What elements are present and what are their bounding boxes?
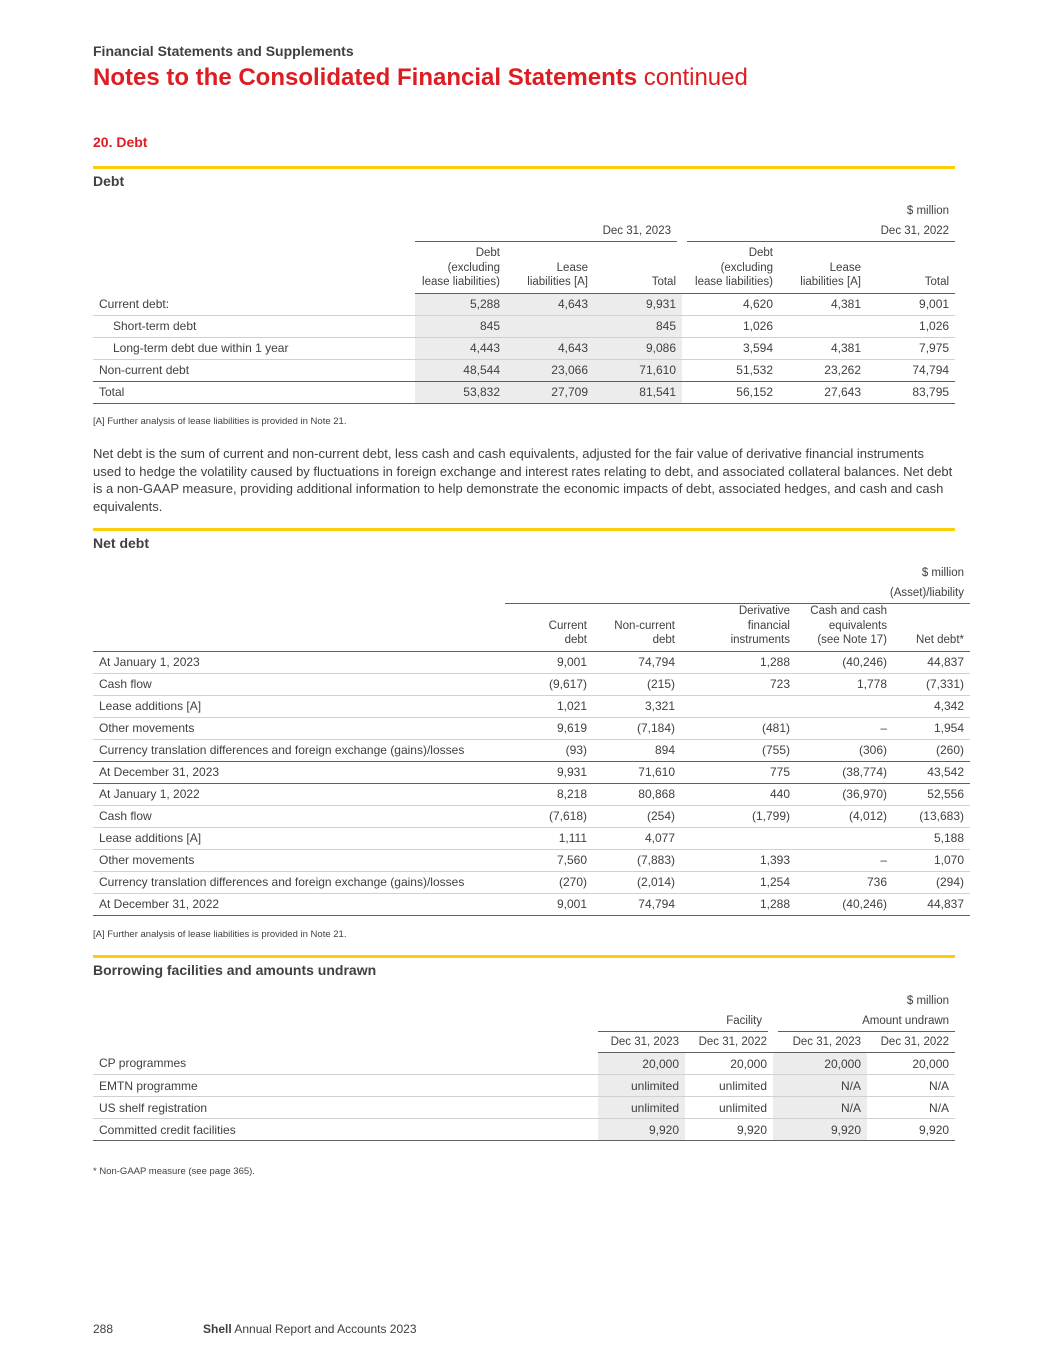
table-cell: 1,254 (681, 871, 796, 893)
table-cell: 9,931 (505, 761, 593, 783)
table-row (93, 1097, 955, 1119)
row-label: At December 31, 2022 (93, 893, 505, 915)
page-number: 288 (93, 1322, 114, 1336)
row-label: At January 1, 2022 (93, 783, 505, 805)
table-cell: 20,000 (598, 1053, 685, 1075)
col-cash: Cash and cash equivalents (see Note 17) (796, 604, 893, 652)
table-cell: 4,077 (593, 827, 681, 849)
table-cell: 9,001 (867, 293, 955, 315)
table-cell: (36,970) (796, 783, 893, 805)
page-title-main: Notes to the Consolidated Financial Statements (93, 64, 638, 91)
table-row (93, 739, 970, 761)
table-cell: 51,532 (682, 359, 779, 381)
table-cell (506, 315, 594, 337)
table-cell: 9,920 (598, 1119, 685, 1141)
table-cell: 44,837 (893, 893, 970, 915)
table-cell: 1,021 (505, 695, 593, 717)
table-cell: 74,794 (593, 893, 681, 915)
section-divider (93, 166, 955, 169)
debt-table (93, 201, 955, 404)
row-label: Other movements (93, 717, 505, 739)
table-row (93, 695, 970, 717)
table-cell: 1,111 (505, 827, 593, 849)
table-cell: 9,001 (505, 893, 593, 915)
table-cell: – (796, 849, 893, 871)
table-cell: 43,542 (893, 761, 970, 783)
table-cell: N/A (867, 1097, 955, 1119)
table-cell: (7,883) (593, 849, 681, 871)
table-row (93, 1119, 955, 1141)
table-row (93, 849, 970, 871)
table-cell: 4,620 (682, 293, 779, 315)
col-debt-2023: Debt (excluding lease liabilities) (415, 242, 506, 294)
table-row (93, 1075, 955, 1097)
table-cell: (294) (893, 871, 970, 893)
unit-label: $ million (921, 567, 964, 579)
table-cell: 80,868 (593, 783, 681, 805)
table-cell: 4,643 (506, 293, 594, 315)
table-cell: 1,778 (796, 673, 893, 695)
table-row (93, 783, 970, 805)
row-label: Committed credit facilities (93, 1119, 598, 1141)
table-cell: 5,288 (415, 293, 506, 315)
table-cell: 71,610 (593, 761, 681, 783)
net-debt-description: Net debt is the sum of current and non-current debt, less cash and cash equivalents, adjusted for the fair value of derivative financial instruments used to hedge the volatility caused by fluctuations in foreign exchange and interest rates relating to debt, and associated collateral balances. Net debt is a non-GAAP measure, providing additional information to help demonstrate the economic impacts of debt, associated hedges, and cash and cash equivalents. (93, 446, 953, 514)
brand-name: Shell (203, 1322, 232, 1336)
borrowing-heading: Borrowing facilities and amounts undrawn (93, 962, 377, 978)
table-cell: 20,000 (773, 1053, 867, 1075)
asset-liability-group: (Asset)/liability (505, 583, 970, 604)
row-label: Lease additions [A] (93, 695, 505, 717)
table-cell: 9,086 (594, 337, 682, 359)
col-lease-2023: Lease liabilities [A] (506, 242, 594, 294)
debt-footnote: [A] Further analysis of lease liabilities is provided in Note 21. (93, 416, 347, 427)
row-label: Non-current debt (93, 359, 415, 381)
table-cell: (481) (681, 717, 796, 739)
page-title-continued: continued (643, 64, 748, 91)
table-cell: (306) (796, 739, 893, 761)
table-cell: 1,954 (893, 717, 970, 739)
table-cell: 4,443 (415, 337, 506, 359)
table-cell: N/A (773, 1075, 867, 1097)
table-cell: 23,066 (506, 359, 594, 381)
table-cell: (7,331) (893, 673, 970, 695)
table-cell: 56,152 (682, 381, 779, 403)
table-cell: (7,618) (505, 805, 593, 827)
table-cell: 440 (681, 783, 796, 805)
period-2023: Dec 31, 2023 (415, 221, 682, 242)
table-cell: unlimited (598, 1097, 685, 1119)
table-cell: 44,837 (893, 651, 970, 673)
table-cell (796, 827, 893, 849)
table-row (93, 761, 970, 783)
row-label: EMTN programme (93, 1075, 598, 1097)
table-row (93, 673, 970, 695)
col-facility-2022: Dec 31, 2022 (685, 1032, 773, 1053)
table-cell: 9,920 (773, 1119, 867, 1141)
undrawn-group: Amount undrawn (773, 1011, 955, 1032)
col-undrawn-2022: Dec 31, 2022 (867, 1032, 955, 1053)
table-cell: – (796, 717, 893, 739)
unit-label: $ million (906, 995, 950, 1007)
table-cell: 7,560 (505, 849, 593, 871)
table-cell: (4,012) (796, 805, 893, 827)
row-label: Cash flow (93, 673, 505, 695)
table-row (93, 651, 970, 673)
table-cell: 1,026 (682, 315, 779, 337)
table-cell: 48,544 (415, 359, 506, 381)
facility-group: Facility (598, 1011, 773, 1032)
row-label: Short-term debt (93, 315, 415, 337)
table-row (93, 359, 955, 381)
table-row (93, 293, 955, 315)
col-total-2022: Total (867, 242, 955, 294)
table-row (93, 717, 970, 739)
row-label: Current debt: (93, 293, 415, 315)
col-noncurrent-debt: Non-current debt (593, 604, 681, 652)
table-cell: 9,931 (594, 293, 682, 315)
note-title: 20. Debt (93, 134, 148, 150)
table-cell: 4,342 (893, 695, 970, 717)
col-total-2023: Total (594, 242, 682, 294)
table-cell: unlimited (598, 1075, 685, 1097)
page-footer (93, 1322, 417, 1336)
row-label: At December 31, 2023 (93, 761, 505, 783)
table-cell: 27,643 (779, 381, 867, 403)
net-debt-table (93, 563, 970, 916)
table-cell: unlimited (685, 1075, 773, 1097)
col-debt-2022: Debt (excluding lease liabilities) (682, 242, 779, 294)
table-cell: 1,288 (681, 893, 796, 915)
table-cell: 52,556 (893, 783, 970, 805)
table-cell (681, 695, 796, 717)
table-row (93, 893, 970, 915)
row-label: Cash flow (93, 805, 505, 827)
table-cell: (93) (505, 739, 593, 761)
row-label: At January 1, 2023 (93, 651, 505, 673)
col-facility-2023: Dec 31, 2023 (598, 1032, 685, 1053)
borrowing-table (93, 991, 955, 1141)
table-cell: 3,321 (593, 695, 681, 717)
col-lease-2022: Lease liabilities [A] (779, 242, 867, 294)
table-cell: 9,920 (867, 1119, 955, 1141)
table-cell: 1,288 (681, 651, 796, 673)
table-cell: 20,000 (685, 1053, 773, 1075)
table-row (93, 827, 970, 849)
table-cell: 74,794 (593, 651, 681, 673)
table-cell: 5,188 (893, 827, 970, 849)
table-cell: (7,184) (593, 717, 681, 739)
table-cell: 53,832 (415, 381, 506, 403)
table-cell: 9,001 (505, 651, 593, 673)
table-row (93, 315, 955, 337)
row-label: Lease additions [A] (93, 827, 505, 849)
table-cell: (2,014) (593, 871, 681, 893)
table-cell (681, 827, 796, 849)
table-cell: (260) (893, 739, 970, 761)
table-cell: 3,594 (682, 337, 779, 359)
table-cell: N/A (867, 1075, 955, 1097)
document-name: Annual Report and Accounts 2023 (234, 1322, 417, 1336)
table-cell: (13,683) (893, 805, 970, 827)
table-cell: 4,381 (779, 293, 867, 315)
table-cell: 775 (681, 761, 796, 783)
table-cell: 845 (415, 315, 506, 337)
table-cell: N/A (773, 1097, 867, 1119)
section-divider (93, 955, 955, 958)
period-2022: Dec 31, 2022 (682, 221, 955, 242)
table-cell: 7,975 (867, 337, 955, 359)
table-row (93, 1053, 955, 1075)
table-cell: 74,794 (867, 359, 955, 381)
table-cell: unlimited (685, 1097, 773, 1119)
table-cell: 4,381 (779, 337, 867, 359)
table-cell: 83,795 (867, 381, 955, 403)
table-cell: 81,541 (594, 381, 682, 403)
page-title (93, 64, 748, 92)
table-cell: (755) (681, 739, 796, 761)
table-cell: (38,774) (796, 761, 893, 783)
table-cell: (40,246) (796, 651, 893, 673)
net-debt-heading: Net debt (93, 535, 149, 551)
col-net-debt: Net debt* (893, 604, 970, 652)
table-cell: (254) (593, 805, 681, 827)
table-cell: 1,026 (867, 315, 955, 337)
table-cell: (9,617) (505, 673, 593, 695)
table-cell: (1,799) (681, 805, 796, 827)
table-row (93, 805, 970, 827)
table-cell: 8,218 (505, 783, 593, 805)
row-label: Currency translation differences and foreign exchange (gains)/losses (93, 739, 505, 761)
table-row (93, 381, 955, 403)
table-cell: 723 (681, 673, 796, 695)
table-cell: 9,920 (685, 1119, 773, 1141)
row-label: Currency translation differences and foreign exchange (gains)/losses (93, 871, 505, 893)
table-cell: 9,619 (505, 717, 593, 739)
table-cell: 894 (593, 739, 681, 761)
col-current-debt: Current debt (505, 604, 593, 652)
section-kicker: Financial Statements and Supplements (93, 43, 354, 59)
table-row (93, 871, 970, 893)
row-label: Total (93, 381, 415, 403)
table-cell: 845 (594, 315, 682, 337)
row-label: Other movements (93, 849, 505, 871)
unit-label: $ million (906, 205, 950, 217)
col-undrawn-2023: Dec 31, 2023 (773, 1032, 867, 1053)
table-cell: 1,070 (893, 849, 970, 871)
table-cell: (270) (505, 871, 593, 893)
table-cell: 736 (796, 871, 893, 893)
section-divider (93, 528, 955, 531)
table-cell: 27,709 (506, 381, 594, 403)
table-cell: 1,393 (681, 849, 796, 871)
table-cell: 20,000 (867, 1053, 955, 1075)
table-cell: 71,610 (594, 359, 682, 381)
row-label: CP programmes (93, 1053, 598, 1075)
table-cell: 4,643 (506, 337, 594, 359)
table-cell: (215) (593, 673, 681, 695)
net-debt-footnote: [A] Further analysis of lease liabilities is provided in Note 21. (93, 929, 347, 940)
col-derivatives: Derivative financial instruments (681, 604, 796, 652)
debt-heading: Debt (93, 173, 125, 189)
table-cell: 23,262 (779, 359, 867, 381)
table-cell (796, 695, 893, 717)
nongaap-footnote: * Non-GAAP measure (see page 365). (93, 1166, 255, 1177)
table-row (93, 337, 955, 359)
table-cell (779, 315, 867, 337)
table-cell: (40,246) (796, 893, 893, 915)
row-label: US shelf registration (93, 1097, 598, 1119)
row-label: Long-term debt due within 1 year (93, 337, 415, 359)
